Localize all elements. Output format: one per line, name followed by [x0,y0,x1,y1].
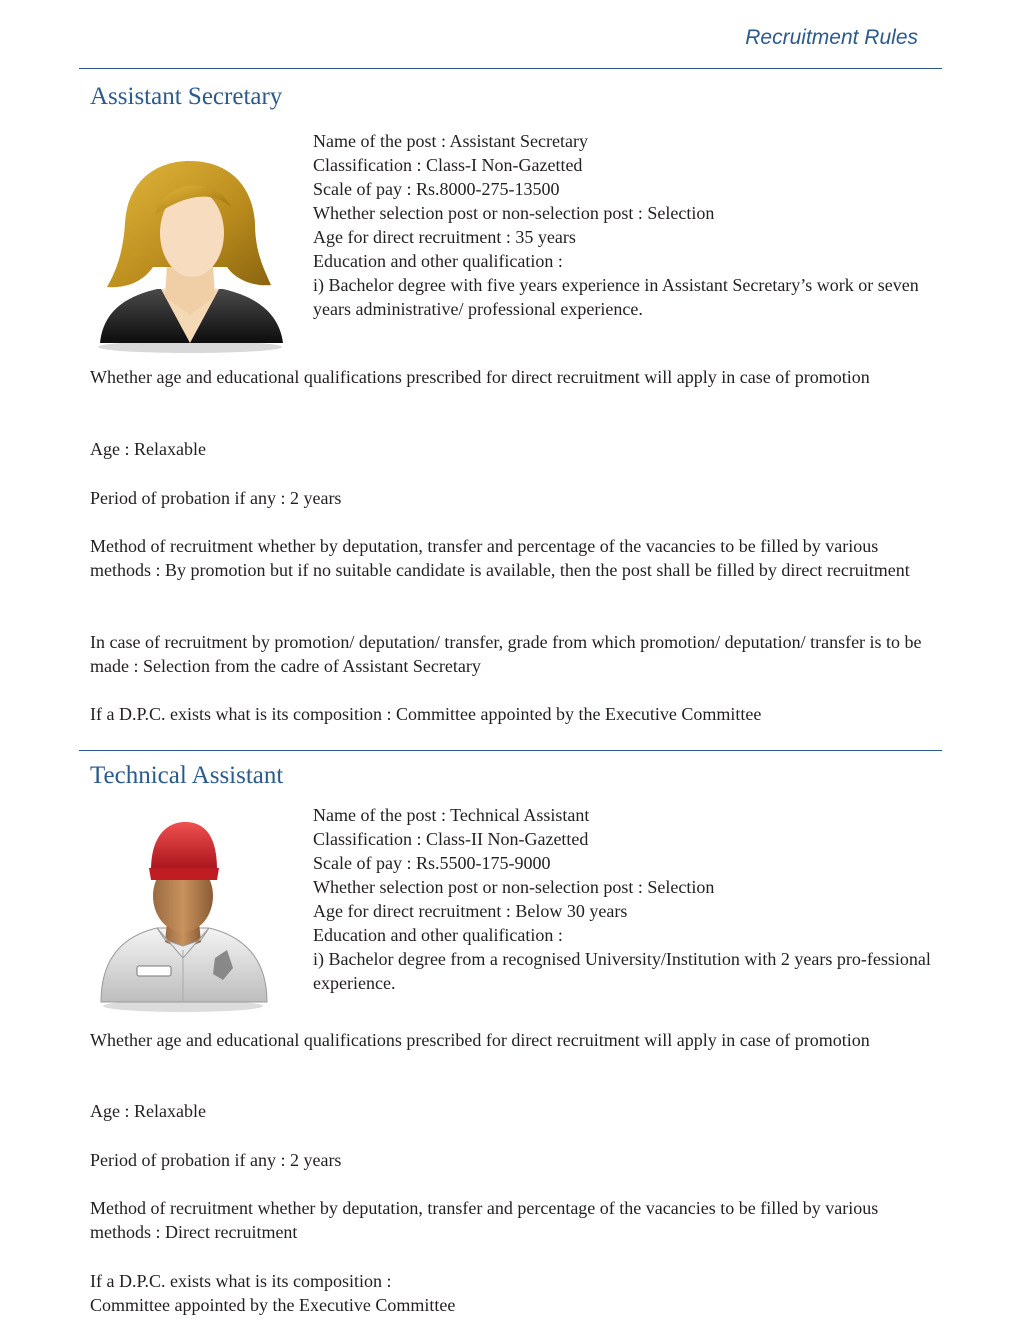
detail-line: Whether selection post or non-selection post : Selection [313,877,715,897]
section-title-assistant-secretary: Assistant Secretary [90,83,283,110]
header-title: Recruitment Rules [745,26,918,49]
detail-line: Name of the post : Assistant Secretary [313,131,588,151]
paragraph: Whether age and educational qualifications prescribed for direct recruitment will apply in case of promotion [90,1030,870,1050]
paragraph: Period of probation if any : 2 years [90,1150,342,1170]
header-divider [79,68,942,69]
section-title-technical-assistant: Technical Assistant [90,762,284,789]
detail-line: Age for direct recruitment : 35 years [313,227,576,247]
post-details-assistant-secretary [313,129,941,321]
paragraph: Age : Relaxable [90,439,206,459]
paragraph: Whether age and educational qualifications prescribed for direct recruitment will apply in case of promotion [90,367,870,387]
detail-line: Education and other qualification : [313,251,563,271]
female-avatar-icon [95,155,290,355]
detail-line: Name of the post : Technical Assistant [313,805,590,825]
detail-line: Age for direct recruitment : Below 30 years [313,901,628,921]
detail-line: i) Bachelor degree with five years experience in Assistant Secretary’s work or seven years administrative/ professional experience. [313,275,919,319]
paragraph: Method of recruitment whether by deputation, transfer and percentage of the vacancies to be filled by various methods : Direct recruitment [90,1198,879,1242]
paragraph: Method of recruitment whether by deputation, transfer and percentage of the vacancies to be filled by various methods : By promotion but if no suitable candidate is available, then the post shall be filled by direct recruitment [90,536,910,580]
detail-line: Education and other qualification : [313,925,563,945]
paragraph: Committee appointed by the Executive Committee [90,1295,456,1315]
detail-line: Whether selection post or non-selection post : Selection [313,203,715,223]
paragraph: If a D.P.C. exists what is its composition : [90,1271,392,1291]
detail-line: i) Bachelor degree from a recognised University/Institution with 2 years pro-fessional experience. [313,949,931,993]
paragraph: If a D.P.C. exists what is its composition : Committee appointed by the Executive Committee [90,704,762,724]
paragraph: Period of probation if any : 2 years [90,488,342,508]
section-divider [79,750,942,751]
detail-line: Scale of pay : Rs.5500-175-9000 [313,853,551,873]
paragraph: In case of recruitment by promotion/ deputation/ transfer, grade from which promotion/ deputation/ transfer is to be made : Selection from the cadre of Assistant Secretary [90,632,922,676]
detail-line: Classification : Class-I Non-Gazetted [313,155,583,175]
detail-line: Scale of pay : Rs.8000-275-13500 [313,179,560,199]
post-details-technical-assistant [313,803,941,995]
paragraph: Age : Relaxable [90,1101,206,1121]
worker-avatar-icon [97,818,275,1014]
detail-line: Classification : Class-II Non-Gazetted [313,829,589,849]
